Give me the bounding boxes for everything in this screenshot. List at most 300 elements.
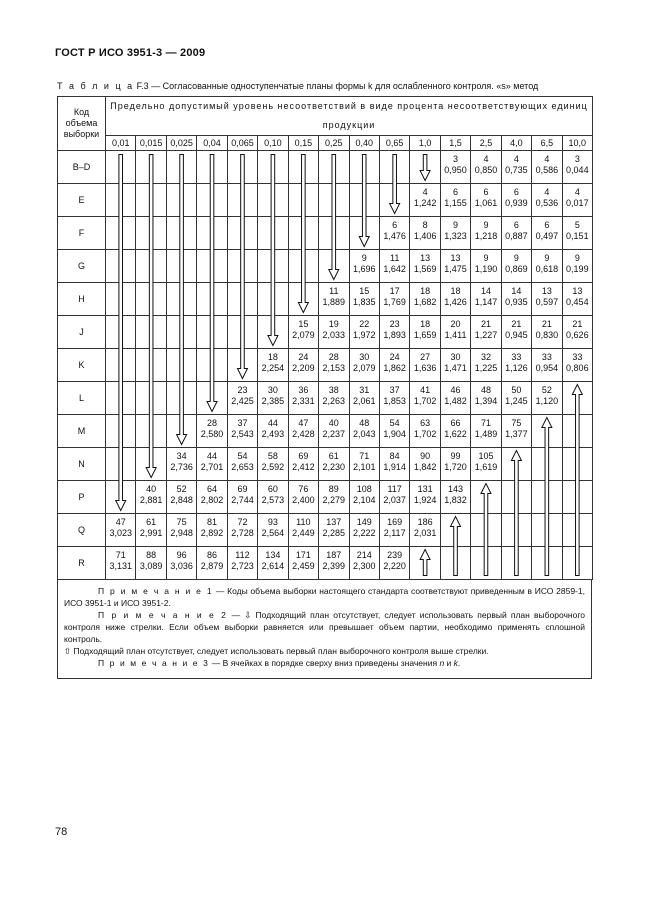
sample-size-n: 6 [483, 187, 489, 197]
sample-size-n: 40 [146, 484, 157, 494]
sample-size-n: 108 [356, 484, 372, 494]
code-header-line: выборки [63, 129, 100, 139]
sample-size-n: 17 [389, 286, 400, 296]
acceptability-constant-k: 2,879 [200, 561, 224, 571]
note-2: П р и м е ч а н и е 2 — ⇩ Подходящий план отсутствует, следует использовать первый план выборочного контроля ниже стрелки. Если объем выборки равняется или превышает объем партии, необходимо применять сплошной контроль. [64, 610, 585, 644]
sample-size-n: 24 [389, 352, 400, 362]
acceptability-constant-k: 1,924 [413, 495, 437, 505]
acceptability-constant-k: 2,428 [292, 429, 315, 439]
acceptability-constant-k: 0,586 [535, 165, 559, 175]
sample-size-n: 99 [450, 451, 461, 461]
sample-size-n: 60 [267, 484, 278, 494]
acceptability-constant-k: 1,475 [444, 264, 467, 274]
page-header: ГОСТ Р ИСО 3951-3 — 2009 [55, 47, 206, 59]
acceptability-constant-k: 0,151 [566, 231, 589, 241]
sample-size-code: G [58, 250, 106, 283]
sample-size-n: 239 [387, 550, 403, 560]
sample-size-n: 61 [146, 517, 157, 527]
acceptability-constant-k: 3,036 [170, 561, 193, 571]
acceptability-constant-k: 1,862 [383, 363, 406, 373]
sample-size-n: 15 [359, 286, 370, 296]
down-arrow-icon [390, 155, 400, 214]
note-1: П р и м е ч а н и е 1 — Коды объема выборки настоящего стандарта соответствуют приведенным в ИСО 2859-1, ИСО 3951-1 и ИСО 3951-2. [64, 586, 585, 608]
acceptability-constant-k: 1,636 [413, 363, 437, 373]
acceptability-constant-k: 1,126 [505, 363, 528, 373]
acceptability-constant-k: 1,482 [444, 396, 467, 406]
acceptability-constant-k: 1,411 [444, 330, 467, 340]
acceptability-constant-k: 2,425 [231, 396, 254, 406]
aql-level: 0,01 [106, 136, 136, 151]
acceptability-constant-k: 2,385 [261, 396, 285, 406]
sample-size-n: 18 [267, 352, 278, 362]
sample-size-n: 9 [483, 220, 489, 230]
aql-level: 0,15 [288, 136, 318, 151]
acceptability-constant-k: 1,569 [413, 264, 437, 274]
sample-size-n: 18 [420, 319, 431, 329]
sample-size-n: 27 [420, 352, 431, 362]
sample-size-n: 23 [389, 319, 400, 329]
aql-level: 1,5 [440, 136, 470, 151]
acceptability-constant-k: 2,991 [139, 528, 163, 538]
aql-level: 0,40 [349, 136, 379, 151]
acceptability-constant-k: 2,728 [231, 528, 254, 538]
sample-size-n: 15 [298, 319, 309, 329]
acceptability-constant-k: 1,769 [383, 297, 406, 307]
acceptability-constant-k: 1,835 [352, 297, 376, 307]
sample-size-n: 9 [361, 253, 367, 263]
sample-size-n: 19 [328, 319, 339, 329]
acceptability-constant-k: 1,619 [474, 462, 498, 472]
sample-size-n: 4 [544, 187, 550, 197]
acceptability-constant-k: 0,618 [535, 264, 559, 274]
up-arrow-icon [572, 385, 582, 576]
acceptability-constant-k: 2,493 [261, 429, 285, 439]
sample-size-n: 134 [265, 550, 281, 560]
acceptability-constant-k: 1,853 [383, 396, 406, 406]
sample-size-n: 30 [450, 352, 461, 362]
sample-size-n: 44 [267, 418, 278, 428]
sample-size-n: 33 [511, 352, 522, 362]
acceptability-constant-k: 1,225 [474, 363, 498, 373]
sample-size-n: 76 [298, 484, 309, 494]
acceptability-constant-k: 1,061 [474, 198, 498, 208]
sample-size-n: 48 [480, 385, 491, 395]
aql-level: 2,5 [471, 136, 501, 151]
sample-size-n: 21 [572, 319, 583, 329]
down-arrow-icon [177, 155, 187, 445]
sample-size-n: 6 [513, 187, 519, 197]
acceptability-constant-k: 2,331 [292, 396, 315, 406]
sample-size-n: 187 [326, 550, 342, 560]
sample-size-code: N [58, 448, 106, 481]
up-arrow-icon [542, 418, 552, 576]
acceptability-constant-k: 2,285 [322, 528, 346, 538]
acceptability-constant-k: 0,887 [505, 231, 528, 241]
acceptability-constant-k: 0,806 [566, 363, 589, 373]
acceptability-constant-k: 2,031 [413, 528, 437, 538]
sample-size-n: 24 [298, 352, 309, 362]
sample-size-n: 4 [483, 154, 489, 164]
sample-size-n: 4 [422, 187, 428, 197]
sample-size-n: 75 [176, 517, 187, 527]
sample-size-n: 5 [574, 220, 580, 230]
sample-size-n: 105 [478, 451, 494, 461]
acceptability-constant-k: 2,573 [261, 495, 285, 505]
acceptability-constant-k: 2,723 [231, 561, 254, 571]
caption-prefix: Т а б л и ц а [57, 81, 135, 91]
page-number: 78 [55, 826, 68, 838]
sample-size-n: 131 [417, 484, 433, 494]
sample-size-n: 86 [207, 550, 218, 560]
caption-text: F.3 — Согласованные одноступенчатые планы формы k для ослабленного контроля. «s» метод [134, 81, 539, 91]
down-arrow-icon [359, 155, 369, 247]
sample-size-n: 37 [389, 385, 400, 395]
acceptability-constant-k: 2,653 [231, 462, 254, 472]
sample-size-n: 30 [267, 385, 278, 395]
sample-size-n: 22 [359, 319, 370, 329]
acceptability-constant-k: 1,227 [474, 330, 498, 340]
acceptability-constant-k: 2,412 [292, 462, 315, 472]
sample-size-n: 13 [450, 253, 461, 263]
sample-size-n: 23 [237, 385, 248, 395]
sample-size-n: 9 [483, 253, 489, 263]
sample-size-n: 96 [176, 550, 187, 560]
sample-size-code: Q [58, 514, 106, 547]
acceptability-constant-k: 1,471 [444, 363, 467, 373]
acceptability-constant-k: 2,400 [292, 495, 315, 505]
sample-size-n: 32 [480, 352, 491, 362]
acceptability-constant-k: 0,939 [505, 198, 528, 208]
acceptability-constant-k: 1,476 [383, 231, 406, 241]
acceptability-constant-k: 2,892 [200, 528, 224, 538]
acceptability-constant-k: 1,622 [444, 429, 467, 439]
acceptability-constant-k: 1,190 [474, 264, 498, 274]
acceptability-constant-k: 2,279 [322, 495, 346, 505]
acceptability-constant-k: 2,399 [322, 561, 346, 571]
aql-level: 0,65 [379, 136, 409, 151]
acceptability-constant-k: 2,254 [261, 363, 285, 373]
acceptability-constant-k: 2,037 [383, 495, 406, 505]
acceptability-constant-k: 1,842 [413, 462, 437, 472]
sample-size-n: 48 [359, 418, 370, 428]
sample-size-n: 28 [328, 352, 339, 362]
sample-size-n: 33 [572, 352, 583, 362]
acceptability-constant-k: 1,893 [383, 330, 406, 340]
sample-size-n: 149 [356, 517, 372, 527]
sample-size-n: 186 [417, 517, 433, 527]
acceptability-constant-k: 0,950 [444, 165, 467, 175]
acceptability-constant-k: 2,222 [352, 528, 376, 538]
acceptability-constant-k: 3,089 [139, 561, 163, 571]
aql-level: 0,10 [258, 136, 288, 151]
acceptability-constant-k: 0,850 [474, 165, 498, 175]
acceptability-constant-k: 1,120 [535, 396, 559, 406]
aql-level: 6,5 [532, 136, 562, 151]
sample-size-n: 61 [328, 451, 339, 461]
sample-size-n: 90 [420, 451, 431, 461]
sample-size-n: 11 [329, 286, 339, 296]
down-arrow-icon [237, 155, 247, 379]
sample-size-n: 63 [420, 418, 431, 428]
sample-size-n: 13 [420, 253, 431, 263]
note-3: П р и м е ч а н и е 3 — В ячейках в порядке сверху вниз приведены значения n и k. [98, 658, 461, 668]
acceptability-constant-k: 2,079 [292, 330, 315, 340]
sample-size-n: 69 [298, 451, 309, 461]
sample-size-n: 54 [389, 418, 400, 428]
sample-size-n: 28 [207, 418, 218, 428]
sample-size-n: 52 [541, 385, 552, 395]
sample-size-n: 6 [544, 220, 550, 230]
acceptability-constant-k: 1,323 [444, 231, 467, 241]
acceptability-constant-k: 3,023 [109, 528, 132, 538]
acceptability-constant-k: 2,061 [352, 396, 376, 406]
acceptability-constant-k: 0,945 [505, 330, 528, 340]
sample-size-n: 30 [359, 352, 370, 362]
sample-size-n: 13 [541, 286, 552, 296]
up-arrow-icon [451, 517, 461, 576]
acceptability-constant-k: 1,406 [413, 231, 437, 241]
sample-size-n: 214 [356, 550, 372, 560]
sample-size-n: 34 [176, 451, 187, 461]
acceptability-constant-k: 1,889 [322, 297, 346, 307]
sample-size-n: 31 [359, 385, 370, 395]
sample-size-n: 33 [541, 352, 552, 362]
acceptability-constant-k: 1,242 [413, 198, 437, 208]
aql-level: 0,04 [197, 136, 227, 151]
acceptability-constant-k: 0,454 [566, 297, 589, 307]
acceptability-constant-k: 2,209 [292, 363, 315, 373]
acceptability-constant-k: 1,155 [444, 198, 467, 208]
acceptability-constant-k: 2,614 [261, 561, 285, 571]
acceptability-constant-k: 2,881 [139, 495, 163, 505]
sample-size-n: 72 [237, 517, 248, 527]
sample-size-code: R [58, 547, 106, 580]
sample-size-n: 14 [511, 286, 522, 296]
acceptability-constant-k: 2,117 [383, 528, 406, 538]
sample-size-n: 47 [115, 517, 126, 527]
sample-size-n: 112 [235, 550, 250, 560]
acceptability-constant-k: 0,869 [505, 264, 528, 274]
up-arrow-icon [481, 484, 491, 576]
sample-size-n: 36 [298, 385, 309, 395]
aql-level: 0,015 [136, 136, 166, 151]
sample-size-n: 41 [420, 385, 431, 395]
aql-level: 0,025 [166, 136, 196, 151]
acceptability-constant-k: 1,377 [505, 429, 528, 439]
sample-size-n: 93 [267, 517, 278, 527]
acceptability-constant-k: 2,564 [261, 528, 285, 538]
down-arrow-icon [146, 155, 156, 478]
acceptability-constant-k: 1,489 [474, 429, 498, 439]
acceptability-constant-k: 1,720 [444, 462, 467, 472]
acceptability-constant-k: 0,536 [535, 198, 559, 208]
acceptability-constant-k: 2,543 [231, 429, 254, 439]
sample-size-n: 64 [207, 484, 218, 494]
sample-size-n: 50 [511, 385, 522, 395]
acceptability-constant-k: 2,043 [352, 429, 376, 439]
acceptability-constant-k: 1,702 [413, 429, 437, 439]
aql-level: 0,25 [319, 136, 349, 151]
sample-size-n: 9 [544, 253, 550, 263]
sample-size-n: 6 [453, 187, 459, 197]
acceptability-constant-k: 1,914 [383, 462, 406, 472]
acceptability-constant-k: 2,153 [322, 363, 346, 373]
down-arrow-icon [268, 155, 278, 346]
acceptability-constant-k: 2,580 [200, 429, 224, 439]
sample-size-code: K [58, 349, 106, 382]
sample-size-n: 21 [511, 319, 522, 329]
acceptability-constant-k: 2,948 [170, 528, 193, 538]
sample-size-n: 4 [574, 187, 580, 197]
sample-size-n: 13 [572, 286, 583, 296]
sample-size-n: 52 [176, 484, 187, 494]
sample-size-code: F [58, 217, 106, 250]
sample-size-n: 4 [544, 154, 550, 164]
sample-size-n: 143 [448, 484, 464, 494]
acceptability-constant-k: 1,682 [413, 297, 437, 307]
sample-size-n: 9 [574, 253, 580, 263]
sample-size-code: L [58, 382, 106, 415]
acceptability-constant-k: 1,642 [383, 264, 406, 274]
acceptability-constant-k: 1,245 [505, 396, 528, 406]
aql-level: 1,0 [410, 136, 440, 151]
acceptability-constant-k: 0,626 [566, 330, 589, 340]
acceptability-constant-k: 2,220 [383, 561, 406, 571]
sample-size-n: 44 [207, 451, 218, 461]
sample-size-n: 4 [513, 154, 519, 164]
sample-size-n: 9 [453, 220, 459, 230]
acceptability-constant-k: 1,218 [474, 231, 498, 241]
aql-level: 4,0 [501, 136, 531, 151]
sample-size-n: 81 [207, 517, 218, 527]
aql-level: 0,065 [227, 136, 257, 151]
acceptability-constant-k: 2,033 [322, 330, 346, 340]
table-notes [57, 579, 592, 679]
acceptability-constant-k: 2,101 [352, 462, 376, 472]
sample-size-n: 8 [422, 220, 428, 230]
acceptability-constant-k: 2,701 [200, 462, 224, 472]
down-arrow-icon [207, 155, 217, 412]
code-header-line: объема [65, 118, 98, 128]
acceptability-constant-k: 2,848 [170, 495, 193, 505]
acceptability-constant-k: 0,017 [566, 198, 589, 208]
sample-size-n: 66 [450, 418, 461, 428]
acceptability-constant-k: 2,079 [352, 363, 376, 373]
down-arrow-icon [116, 155, 126, 511]
acceptability-constant-k: 2,104 [352, 495, 376, 505]
sample-size-n: 69 [237, 484, 248, 494]
acceptability-constant-k: 0,935 [505, 297, 528, 307]
sample-size-code: P [58, 481, 106, 514]
aql-span-header: Предельно допустимый уровень несоответствий в виде процента несоответствующих единиц продукции [106, 97, 593, 136]
sample-size-n: 71 [480, 418, 491, 428]
acceptability-constant-k: 0,830 [535, 330, 559, 340]
acceptability-constant-k: 2,263 [322, 396, 346, 406]
sample-size-n: 110 [296, 517, 311, 527]
sample-size-n: 11 [389, 253, 400, 263]
acceptability-constant-k: 1,394 [474, 396, 498, 406]
sample-size-n: 38 [328, 385, 339, 395]
sample-size-n: 18 [420, 286, 431, 296]
acceptability-constant-k: 2,459 [292, 561, 315, 571]
acceptability-constant-k: 2,230 [322, 462, 346, 472]
acceptability-constant-k: 1,972 [352, 330, 376, 340]
acceptability-constant-k: 1,659 [413, 330, 437, 340]
acceptability-constant-k: 0,954 [535, 363, 559, 373]
sample-size-n: 6 [513, 220, 519, 230]
sample-size-n: 117 [387, 484, 402, 494]
acceptability-constant-k: 1,832 [444, 495, 467, 505]
down-arrow-icon [329, 155, 339, 280]
sample-size-n: 71 [359, 451, 370, 461]
acceptability-constant-k: 0,199 [566, 264, 589, 274]
sample-size-n: 18 [450, 286, 461, 296]
up-arrow-icon [420, 550, 430, 576]
sample-size-n: 6 [392, 220, 398, 230]
sample-size-n: 75 [511, 418, 522, 428]
sample-size-n: 40 [328, 418, 339, 428]
note-2-up-arrow: ⇧ Подходящий план отсутствует, следует использовать первый план выборочного контроля выше стрелки. [64, 646, 489, 656]
acceptability-constant-k: 0,735 [505, 165, 528, 175]
acceptability-constant-k: 1,426 [444, 297, 467, 307]
sample-size-n: 47 [298, 418, 309, 428]
sample-size-n: 37 [237, 418, 248, 428]
sample-size-n: 21 [480, 319, 491, 329]
sample-size-n: 3 [453, 154, 459, 164]
aql-level: 10,0 [562, 136, 593, 151]
acceptability-constant-k: 2,744 [231, 495, 254, 505]
acceptability-constant-k: 0,497 [535, 231, 559, 241]
sample-size-n: 20 [450, 319, 461, 329]
sample-size-n: 54 [237, 451, 248, 461]
acceptability-constant-k: 0,597 [535, 297, 559, 307]
acceptability-constant-k: 1,696 [352, 264, 376, 274]
acceptability-constant-k: 1,904 [383, 429, 406, 439]
sample-size-code: E [58, 184, 106, 217]
sample-size-n: 14 [480, 286, 491, 296]
sample-size-n: 137 [326, 517, 342, 527]
acceptability-constant-k: 3,131 [109, 561, 132, 571]
sample-size-n: 169 [387, 517, 403, 527]
sample-size-n: 58 [267, 451, 278, 461]
acceptability-constant-k: 2,237 [322, 429, 346, 439]
sample-size-n: 9 [513, 253, 519, 263]
sample-size-n: 88 [146, 550, 157, 560]
acceptability-constant-k: 2,736 [170, 462, 193, 472]
acceptability-constant-k: 0,044 [566, 165, 589, 175]
acceptability-constant-k: 2,300 [352, 561, 376, 571]
acceptability-constant-k: 2,449 [292, 528, 315, 538]
down-arrow-icon [420, 155, 430, 181]
sample-size-code: J [58, 316, 106, 349]
acceptability-constant-k: 1,147 [474, 297, 498, 307]
sample-size-code: B–D [58, 151, 106, 184]
sample-size-n: 71 [115, 550, 126, 560]
sample-size-code: M [58, 415, 106, 448]
sample-size-n: 3 [574, 154, 580, 164]
sample-size-n: 21 [541, 319, 552, 329]
acceptability-constant-k: 2,802 [200, 495, 224, 505]
up-arrow-icon [511, 451, 521, 576]
acceptability-constant-k: 1,702 [413, 396, 437, 406]
down-arrow-icon [298, 155, 308, 313]
acceptability-constant-k: 2,592 [261, 462, 285, 472]
sample-size-code: H [58, 283, 106, 316]
sample-size-n: 84 [389, 451, 400, 461]
sample-size-n: 46 [450, 385, 461, 395]
code-header-line: Код [73, 107, 90, 117]
sample-size-n: 89 [328, 484, 339, 494]
